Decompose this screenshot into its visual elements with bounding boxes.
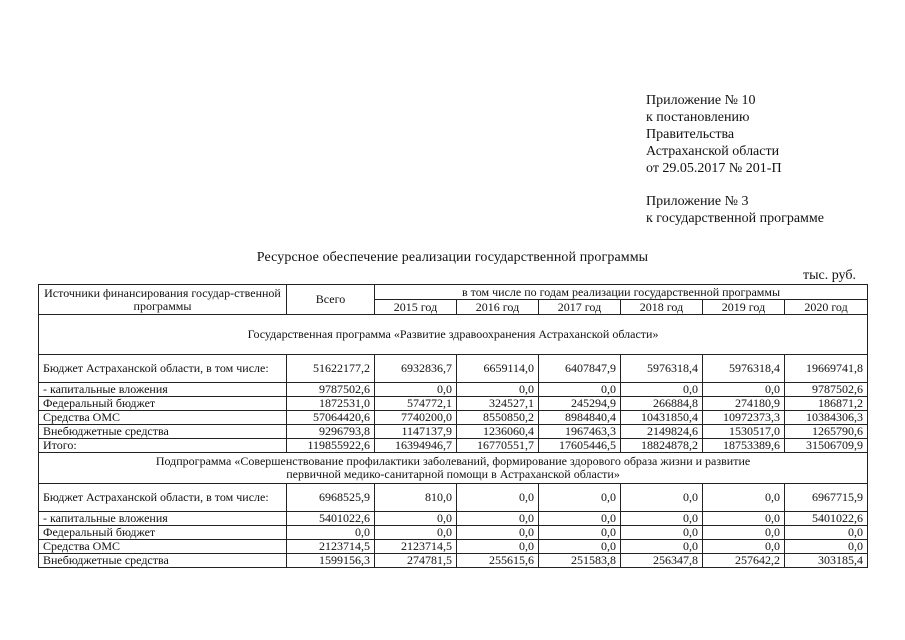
appendix-number: Приложение № 10 — [646, 93, 756, 108]
year-value-cell: 31506709,9 — [785, 439, 868, 453]
total-cell: 1872531,0 — [287, 397, 375, 411]
year-value-cell: 0,0 — [539, 540, 621, 554]
document-header — [646, 92, 896, 227]
section-2-rows — [39, 484, 868, 568]
year-value-cell: 16770551,7 — [457, 439, 539, 453]
year-value-cell: 1530517,0 — [703, 425, 785, 439]
year-value-cell: 0,0 — [703, 540, 785, 554]
year-value-cell: 0,0 — [621, 512, 703, 526]
column-header-years-group: в том числе по годам реализации государственной программы — [375, 285, 868, 300]
year-value-cell: 0,0 — [375, 383, 457, 397]
table-row — [39, 383, 868, 397]
total-cell: 9296793,8 — [287, 425, 375, 439]
year-value-cell: 2123714,5 — [375, 540, 457, 554]
year-value-cell: 251583,8 — [539, 554, 621, 568]
year-value-cell: 0,0 — [703, 526, 785, 540]
column-header-year: 2017 год — [539, 300, 621, 315]
year-value-cell: 5401022,6 — [785, 512, 868, 526]
units-label: тыс. руб. — [803, 268, 856, 283]
year-value-cell: 303185,4 — [785, 554, 868, 568]
resource-table — [38, 284, 868, 568]
year-value-cell: 2149824,6 — [621, 425, 703, 439]
table-row — [39, 484, 868, 512]
table-row — [39, 397, 868, 411]
appendix-number: Приложение № 3 — [646, 194, 749, 209]
year-value-cell: 10972373,3 — [703, 411, 785, 425]
table-row — [39, 526, 868, 540]
source-cell: - капитальные вложения — [39, 383, 287, 397]
source-cell: Федеральный бюджет — [39, 526, 287, 540]
year-value-cell: 186871,2 — [785, 397, 868, 411]
total-cell: 2123714,5 — [287, 540, 375, 554]
table-row — [39, 411, 868, 425]
section-title: Подпрограмма «Совершенствование профилактики заболеваний, формирование здорового образа жизни и развитие первичной медико-санитарной помощи в Астраханской области» — [39, 453, 868, 484]
year-value-cell: 0,0 — [375, 512, 457, 526]
year-value-cell: 274180,9 — [703, 397, 785, 411]
header-line: Астраханской области — [646, 144, 780, 159]
year-value-cell: 9787502,6 — [785, 383, 868, 397]
year-value-cell: 1147137,9 — [375, 425, 457, 439]
year-value-cell: 6932836,7 — [375, 355, 457, 383]
year-value-cell: 810,0 — [375, 484, 457, 512]
total-cell: 5401022,6 — [287, 512, 375, 526]
total-cell: 119855922,6 — [287, 439, 375, 453]
year-value-cell: 5976318,4 — [703, 355, 785, 383]
year-value-cell: 17605446,5 — [539, 439, 621, 453]
source-cell: - капитальные вложения — [39, 512, 287, 526]
column-header-total: Всего — [287, 285, 375, 315]
year-value-cell: 0,0 — [621, 526, 703, 540]
year-value-cell: 274781,5 — [375, 554, 457, 568]
year-value-cell: 266884,8 — [621, 397, 703, 411]
year-value-cell: 6659114,0 — [457, 355, 539, 383]
year-value-cell: 0,0 — [457, 383, 539, 397]
year-value-cell: 6407847,9 — [539, 355, 621, 383]
total-cell: 6968525,9 — [287, 484, 375, 512]
total-cell: 51622177,2 — [287, 355, 375, 383]
year-value-cell: 0,0 — [621, 383, 703, 397]
source-cell: Федеральный бюджет — [39, 397, 287, 411]
source-cell: Внебюджетные средства — [39, 425, 287, 439]
source-cell: Средства ОМС — [39, 540, 287, 554]
header-line: Правительства — [646, 127, 735, 142]
year-value-cell: 0,0 — [703, 512, 785, 526]
total-cell: 0,0 — [287, 526, 375, 540]
year-value-cell: 8984840,4 — [539, 411, 621, 425]
year-value-cell: 0,0 — [375, 526, 457, 540]
year-value-cell: 5976318,4 — [621, 355, 703, 383]
year-value-cell: 10384306,3 — [785, 411, 868, 425]
total-cell: 57064420,6 — [287, 411, 375, 425]
year-value-cell: 18753389,6 — [703, 439, 785, 453]
year-value-cell: 8550850,2 — [457, 411, 539, 425]
year-value-cell: 0,0 — [539, 383, 621, 397]
year-value-cell: 0,0 — [457, 512, 539, 526]
year-value-cell: 0,0 — [621, 484, 703, 512]
year-value-cell: 10431850,4 — [621, 411, 703, 425]
page-title: Ресурсное обеспечение реализации государственной программы — [256, 250, 649, 265]
source-cell: Бюджет Астраханской области, в том числе: — [39, 484, 287, 512]
year-value-cell: 0,0 — [457, 484, 539, 512]
year-value-cell: 1236060,4 — [457, 425, 539, 439]
total-cell: 9787502,6 — [287, 383, 375, 397]
year-value-cell: 255615,6 — [457, 554, 539, 568]
year-value-cell: 0,0 — [539, 512, 621, 526]
table-row — [39, 540, 868, 554]
year-value-cell: 0,0 — [457, 526, 539, 540]
column-header-year: 2016 год — [457, 300, 539, 315]
column-header-year: 2018 год — [621, 300, 703, 315]
year-value-cell: 16394946,7 — [375, 439, 457, 453]
year-value-cell: 1265790,6 — [785, 425, 868, 439]
column-header-year: 2020 год — [785, 300, 868, 315]
year-value-cell: 324527,1 — [457, 397, 539, 411]
year-value-cell: 0,0 — [539, 526, 621, 540]
decree-date: от 29.05.2017 № 201-П — [646, 161, 782, 176]
year-value-cell: 0,0 — [703, 484, 785, 512]
table-row — [39, 439, 868, 453]
source-cell: Бюджет Астраханской области, в том числе: — [39, 355, 287, 383]
column-header-source: Источники финансирования государ-ственной программы — [39, 285, 287, 315]
total-cell: 1599156,3 — [287, 554, 375, 568]
year-value-cell: 0,0 — [785, 526, 868, 540]
source-cell: Средства ОМС — [39, 411, 287, 425]
table-row — [39, 554, 868, 568]
table-row — [39, 512, 868, 526]
year-value-cell: 0,0 — [703, 383, 785, 397]
table-row — [39, 425, 868, 439]
source-cell: Итого: — [39, 439, 287, 453]
year-value-cell: 0,0 — [457, 540, 539, 554]
year-value-cell: 6967715,9 — [785, 484, 868, 512]
source-cell: Внебюджетные средства — [39, 554, 287, 568]
column-header-year: 2019 год — [703, 300, 785, 315]
year-value-cell: 1967463,3 — [539, 425, 621, 439]
year-value-cell: 256347,8 — [621, 554, 703, 568]
year-value-cell: 7740200,0 — [375, 411, 457, 425]
header-line: к постановлению — [646, 110, 750, 125]
year-value-cell: 245294,9 — [539, 397, 621, 411]
year-value-cell: 19669741,8 — [785, 355, 868, 383]
section-1-rows — [39, 355, 868, 453]
year-value-cell: 0,0 — [621, 540, 703, 554]
year-value-cell: 0,0 — [785, 540, 868, 554]
year-value-cell: 257642,2 — [703, 554, 785, 568]
table-row — [39, 355, 868, 383]
year-value-cell: 18824878,2 — [621, 439, 703, 453]
section-title: Государственная программа «Развитие здравоохранения Астраханской области» — [39, 315, 868, 355]
column-header-year: 2015 год — [375, 300, 457, 315]
header-line: к государственной программе — [646, 211, 824, 226]
year-value-cell: 0,0 — [539, 484, 621, 512]
year-value-cell: 574772,1 — [375, 397, 457, 411]
